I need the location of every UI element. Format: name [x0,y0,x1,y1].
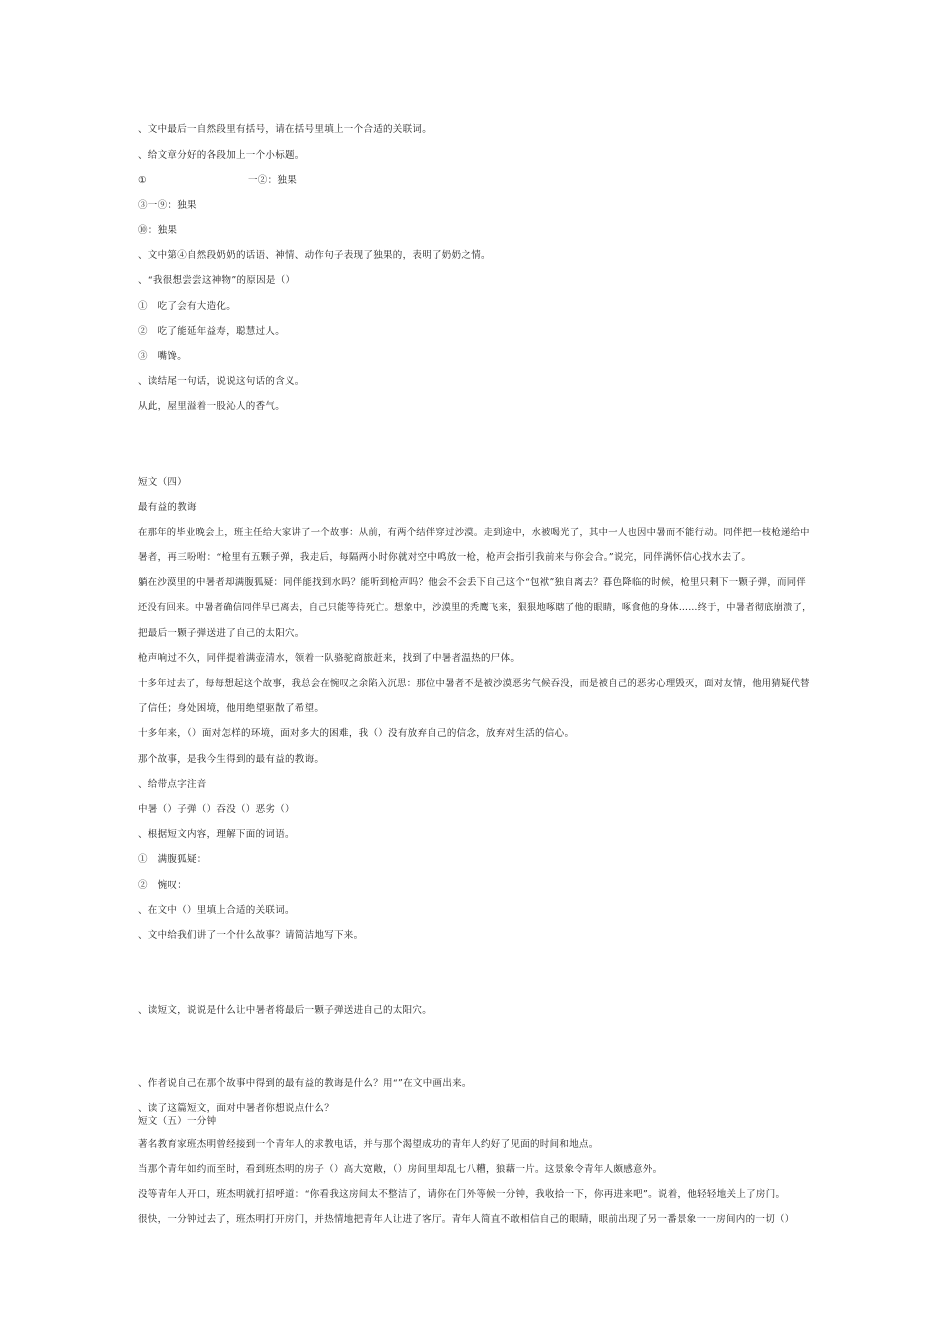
option-line: ② 吃了能延年益寿，聪慧过人。 [138,326,286,337]
section-heading: 短文（四） [138,477,188,488]
question-line: 、文中给我们讲了一个什么故事？请简洁地写下来。 [138,930,364,941]
quote-line: 从此，屋里溢着一股沁人的香气。 [138,401,286,412]
question-line: 、文中第④自然段奶奶的话语、神情、动作句子表现了独果的，表明了奶奶之情。 [138,250,491,261]
question-line: 、“我很想尝尝这神物”的原因是（） [138,275,296,286]
option-line: ③ 嘴馋。 [138,351,188,362]
answer-line: 中暑（）子弹（）吞没（）恶劣（） [138,804,295,815]
paragraph-line: 枪声响过不久，同伴提着满壶清水，领着一队骆驼商旅赶来，找到了中暑者温热的尸体。 [138,653,521,664]
question-line: 、文中最后一自然段里有括号，请在括号里填上一个合适的关联词。 [138,124,433,135]
question-line: 、给文章分好的各段加上一个小标题。 [138,150,305,161]
answer-line: ⑩：独果 [138,225,178,236]
paragraph-line: 那个故事，是我今生得到的最有益的教诲。 [138,754,325,765]
paragraph-line: 躺在沙漠里的中暑者却满腹狐疑：同伴能找到水吗？能听到枪声吗？他会不会丢下自己这个“包袱”独自离去？暮色降临的时候，枪里只剩下一颗子弹，而同伴 [138,577,807,588]
question-line: 、读短文，说说是什么让中暑者将最后一颗子弹送进自己的太阳穴。 [138,1005,433,1016]
question-line: 、作者说自己在那个故事中得到的最有益的教诲是什么？用“”在文中画出来。 [138,1078,472,1089]
paragraph-line: 没等青年人开口，班杰明就打招呼道：“你看我这房间太不整洁了，请你在门外等候一分钟，我收拾一下，你再进来吧”。说着，他轻轻地关上了房门。 [138,1189,786,1200]
article-title: 最有益的教诲 [138,502,197,513]
answer-line: ③一⑨：独果 [138,200,197,211]
paragraph-line: 很快，一分钟过去了，班杰明打开房门，并热情地把青年人让进了客厅。青年人简直不敢相信自己的眼睛，眼前出现了另一番景象一一房间内的一切（） [138,1214,795,1225]
question-line: 、给带点字注音 [138,779,207,790]
paragraph-line: 在那年的毕业晚会上，班主任给大家讲了一个故事：从前，有两个结伴穿过沙漠。走到途中，水被喝光了，其中一人也因中暑而不能行动。同伴把一枝枪递给中 [138,527,810,538]
option-line: ① 吃了会有大造化。 [138,301,237,312]
answer-line: 一②：独果 [248,175,298,186]
paragraph-line: 当那个青年如约而至时，看到班杰明的房子（）高大宽敞，（）房间里却乱七八糟，狼藉一片。这景象令青年人颇感意外。 [138,1164,663,1175]
option-line: ② 惋叹： [138,880,188,891]
paragraph-line: 了信任；身处困境，他用绝望驱散了希望。 [138,703,325,714]
question-line: 、根据短文内容，理解下面的词语。 [138,829,295,840]
paragraph-line: 把最后一颗子弹送进了自己的太阳穴。 [138,628,305,639]
question-line: 、在文中（）里填上合适的关联词。 [138,905,295,916]
section-heading: 短文（五）一分钟 [138,1116,217,1127]
question-line: 、读结尾一句话，说说这句话的含义。 [138,376,305,387]
question-line: 、读了这篇短文，面对中暑者你想说点什么？ [138,1103,335,1114]
answer-marker: ① [138,175,147,186]
paragraph-line: 还没有回来。中暑者确信同伴早已离去，自己只能等待死亡。想象中，沙漠里的秃鹰飞来，狠狠地啄瞎了他的眼睛，啄食他的身体……终于，中暑者彻底崩溃了， [138,602,812,613]
paragraph-line: 十多年来，（）面对怎样的环境，面对多大的困难，我（）没有放弃自己的信念，放弃对生活的信心。 [138,728,575,739]
paragraph-line: 著名教育家班杰明曾经接到一个青年人的求教电话，并与那个渴望成功的青年人约好了见面的时间和地点。 [138,1139,599,1150]
option-line: ① 满腹狐疑： [138,854,207,865]
paragraph-line: 十多年过去了，每每想起这个故事，我总会在惋叹之余陷入沉思：那位中暑者不是被沙漠恶劣气候吞没，而是被自己的恶劣心理毁灭，面对友情，他用猜疑代替 [138,678,810,689]
paragraph-line: 暑者，再三吩咐：“枪里有五颗子弹，我走后，每隔两小时你就对空中鸣放一枪，枪声会指引我前来与你会合。”说完，同伴满怀信心找水去了。 [138,552,752,563]
